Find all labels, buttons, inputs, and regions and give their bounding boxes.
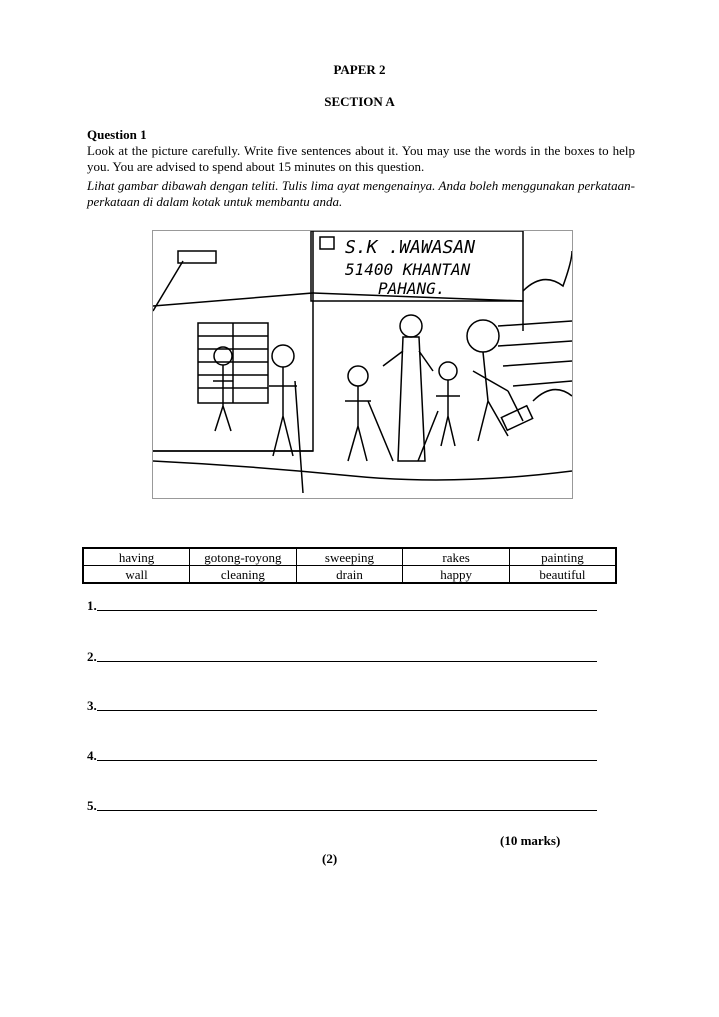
word-box-row xyxy=(83,548,616,566)
word-cell: beautiful xyxy=(509,566,616,584)
answer-rule xyxy=(97,660,597,662)
answer-line-3[interactable] xyxy=(87,698,597,714)
paper-heading: PAPER 2 xyxy=(333,62,386,77)
answer-rule xyxy=(97,609,597,611)
instruction-malay: Lihat gambar dibawah dengan teliti. Tulis lima ayat mengenainya. Anda boleh menggunakan perkataan-perkataan di dalam kotak untuk membantu anda. xyxy=(87,178,635,209)
word-box-row xyxy=(83,566,616,584)
section-heading: SECTION A xyxy=(324,94,395,109)
illustration-drawing xyxy=(153,231,572,498)
school-gotong-royong-illustration xyxy=(152,230,573,499)
answer-number: 3. xyxy=(87,698,97,713)
answer-line-2[interactable] xyxy=(87,649,597,665)
sign-text-3: PAHANG. xyxy=(378,279,446,298)
instruction-english: Look at the picture carefully. Write five sentences about it. You may use the words in the boxes to help you. You are advised to spend about 15 minutes on this question. xyxy=(87,143,635,174)
answer-number: 4. xyxy=(87,748,97,763)
word-cell: happy xyxy=(403,566,510,584)
answer-line-1[interactable] xyxy=(87,598,597,614)
answer-number: 5. xyxy=(87,798,97,813)
word-cell: sweeping xyxy=(296,548,403,566)
sign-text-1: S.K .WAWASAN xyxy=(345,237,476,258)
word-cell: gotong-royong xyxy=(190,548,297,566)
word-cell: wall xyxy=(83,566,190,584)
word-cell: drain xyxy=(296,566,403,584)
sign-text-2: 51400 KHANTAN xyxy=(345,260,471,279)
word-box-table xyxy=(82,547,617,584)
answer-rule xyxy=(97,759,597,761)
answer-number: 1. xyxy=(87,598,97,613)
page-number: (2) xyxy=(322,851,338,866)
answer-number: 2. xyxy=(87,649,97,664)
word-cell: painting xyxy=(509,548,616,566)
word-cell: having xyxy=(83,548,190,566)
answer-rule xyxy=(97,809,597,811)
question-title: Question 1 xyxy=(87,127,147,142)
word-cell: cleaning xyxy=(190,566,297,584)
answer-line-5[interactable] xyxy=(87,798,597,814)
marks-label: (10 marks) xyxy=(500,833,561,848)
answer-line-4[interactable] xyxy=(87,748,597,764)
answer-rule xyxy=(97,709,597,711)
word-cell: rakes xyxy=(403,548,510,566)
